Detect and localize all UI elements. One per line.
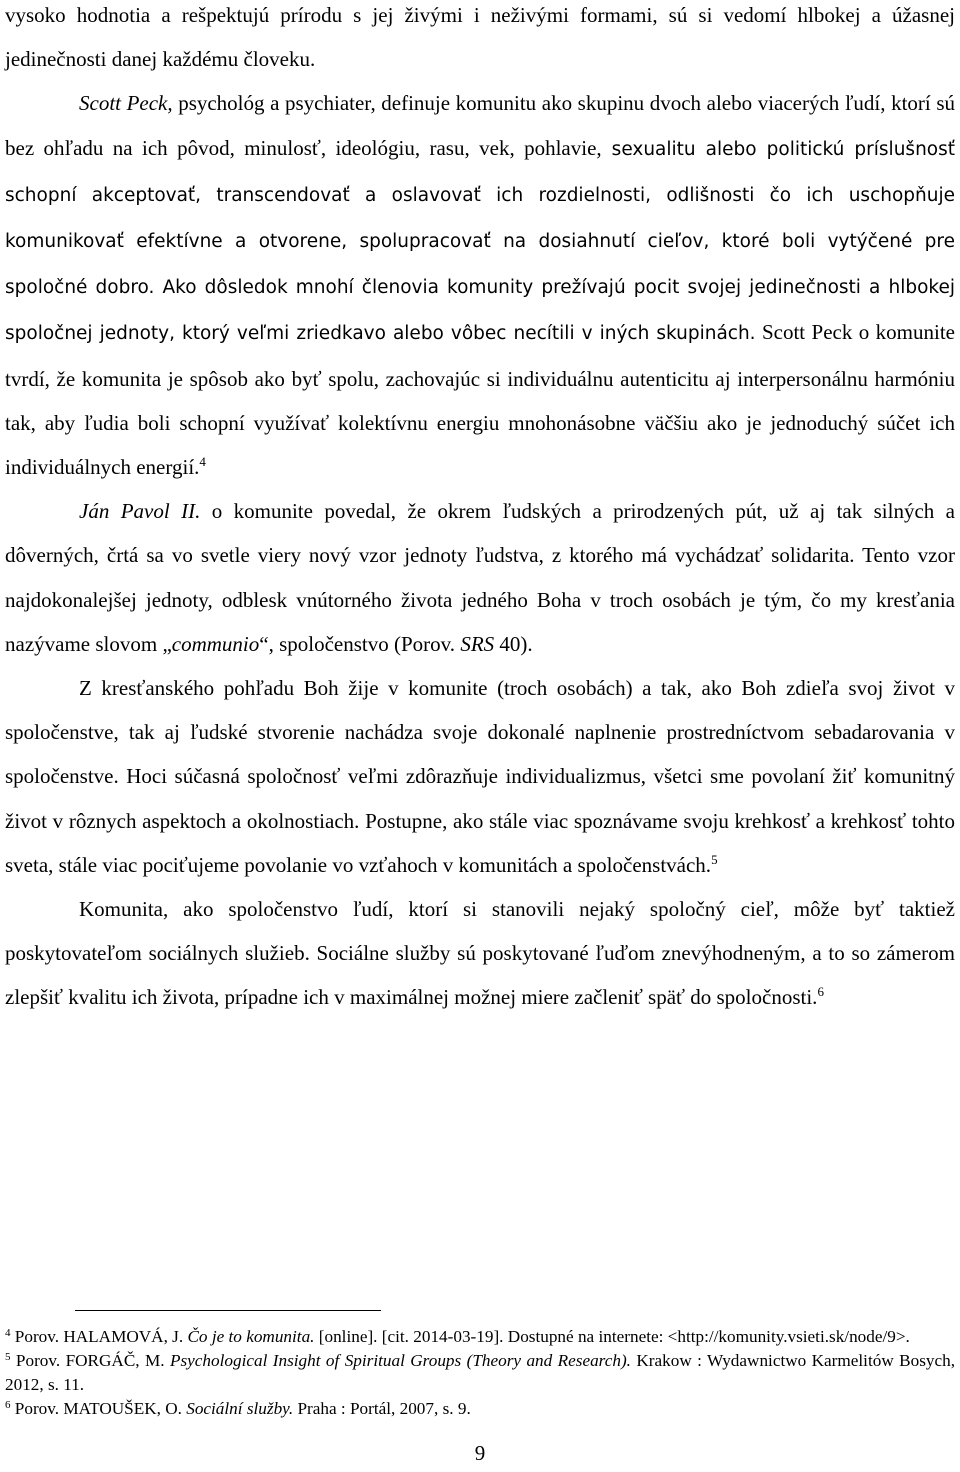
footnote-ref-4[interactable]: 4 (199, 454, 206, 470)
paragraph-4 (5, 666, 955, 887)
paragraph-5-text: Komunita, ako spoločenstvo ľudí, ktorí si stanovili nejaký spoločný cieľ, môže byť taktiež poskytovateľom sociálnych služieb. Sociálne služby sú poskytované ľuďom znevýhodneným, a to so zámerom zlepšiť kvalitu ich života, prípadne ich v maximálnej možnej miere začleniť späť do spoločnosti. (5, 897, 955, 1010)
footnote-4-text-b: [online]. [cit. 2014-03-19]. Dostupné na internete: <http://komunity.vsieti.sk/node/9>. (314, 1327, 910, 1346)
author-name-pope: Ján Pavol II. (79, 499, 201, 524)
footnote-6-text-b: Praha : Portál, 2007, s. 9. (293, 1399, 471, 1418)
paragraph-3 (5, 489, 955, 666)
footnotes (5, 1325, 955, 1421)
paragraph-2-text-b: Scott Peck o komunite tvrdí, že komunita je spôsob ako byť spolu, zachovajúc si individuálnu autenticitu aj interpersonálnu harmóniu tak, aby ľudia boli schopní využívať kolektívnu energiu mnohonásobne väčšiu ako je jednoduchý súčet ich individuálnych energií. (5, 320, 955, 480)
footnote-4-number: 4 (5, 1327, 11, 1339)
footnote-6-number: 6 (5, 1399, 11, 1411)
page-number: 9 (474, 1441, 486, 1465)
footnote-ref-6[interactable]: 6 (817, 984, 824, 1000)
term-communio: communio (171, 631, 260, 656)
body-text (5, 0, 955, 1020)
paragraph-2-text-a: psychológ a psychiater, definuje komunitu ako skupinu dvoch alebo viacerých ľudí, ktorí sú bez ohľadu na ich pôvod, minulosť, ideológiu, rasu, vek, pohlavie, (5, 91, 955, 160)
footnote-ref-5[interactable]: 5 (711, 851, 718, 867)
footnote-4 (5, 1325, 955, 1349)
footnote-6-title: Sociální služby. (186, 1399, 294, 1418)
paragraph-3-text-b: “, spoločenstvo (Porov. (259, 631, 461, 656)
paragraph-1-text: vysoko hodnotia a rešpektujú prírodu s jej živými i neživými formami, sú si vedomí hlbokej a úžasnej jedinečnosti danej každému človeku. (5, 3, 955, 72)
footnote-6 (5, 1397, 955, 1421)
author-name-peck: Scott Peck, (79, 91, 173, 116)
footnote-5-text-a: Porov. FORGÁČ, M. (10, 1351, 170, 1370)
paragraph-3-text-a: o komunite povedal, že okrem ľudských a prirodzených pút, už aj tak silných a dôverných, črtá sa vo svetle viery nový vzor jednoty ľudstva, z ktorého má vychádzať solidarita. Tento vzor najdokonalejšej jednoty, odblesk vnútorného života jedného Boha v troch osobách je tým, čo my kresťania nazývame slovom „ (5, 499, 955, 656)
paragraph-4-text: Z kresťanského pohľadu Boh žije v komunite (troch osobách) a tak, ako Boh zdieľa svoj život v spoločenstve, tak aj ľudské stvorenie nachádza svoje dokonalé naplnenie prostredníctvom sebadarovania v spoločenstve. Hoci súčasná spoločnosť veľmi zdôrazňuje individualizmus, všetci sme povolaní žiť komunitný život v rôznych aspektoch a okolnostiach. Postupne, ako stále viac spoznávame svoju krehkosť a krehkosť tohto sveta, stále viac pociťujeme povolanie vo vzťahoch v komunitách a spoločenstvách. (5, 676, 955, 877)
footnote-5-title: Psychological Insight of Spiritual Groups (Theory and Research). (169, 1351, 631, 1370)
footnote-4-title: Čo je to komunita. (187, 1327, 315, 1346)
page-content (5, 0, 955, 1020)
citation-srs: SRS (460, 631, 495, 656)
footnote-6-text-a: Porov. MATOUŠEK, O. (10, 1399, 187, 1418)
footnote-5-number: 5 (5, 1351, 11, 1363)
footnote-4-text-a: Porov. HALAMOVÁ, J. (10, 1327, 188, 1346)
footnote-5-text-b: Krakow : Wydawnictwo Karmelitów Bosych, 2012, s. 11. (5, 1351, 955, 1394)
paragraph-2 (5, 81, 955, 489)
paragraph-2-text-sans: sexualitu alebo politickú príslušnosť schopní akceptovať, transcendovať a oslavovať ich rozdielnosti, odlišnosti čo ich uschopňuje komunikovať efektívne a otvorene, spolupracovať na dosiahnutí cieľov, ktoré boli vytýčené pre spoločné dobro. Ako dôsledok mnohí členovia komunity prežívajú pocit svojej jedinečnosti a hlbokej spoločnej jednoty, ktorý veľmi zriedkavo alebo vôbec necítili v iných skupinách. (5, 138, 956, 345)
paragraph-1 (5, 0, 955, 81)
paragraph-3-text-c: 40). (494, 631, 533, 656)
footnote-divider (75, 1310, 381, 1311)
footnote-5 (5, 1349, 955, 1397)
paragraph-5 (5, 887, 955, 1020)
